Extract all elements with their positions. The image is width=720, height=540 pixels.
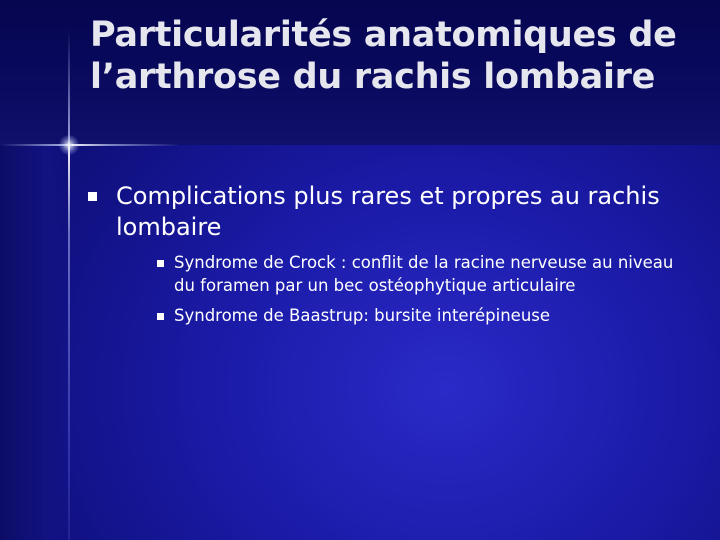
bullet-level1-text: Complications plus rares et propres au rachis lombaire — [116, 182, 660, 241]
bullet-square-icon — [157, 313, 164, 320]
bullet-level2-text: Syndrome de Crock : conflit de la racine nerveuse au niveau du foramen par un bec ostéophytique articulaire — [174, 253, 674, 295]
slide-title: Particularités anatomiques de l’arthrose du rachis lombaire — [90, 15, 677, 97]
decorative-star-vertical-line — [68, 30, 70, 540]
bullet-square-icon — [157, 260, 164, 267]
decorative-star-horizontal-line — [0, 144, 180, 146]
decorative-star-glow — [59, 135, 79, 155]
bullet-level2-text: Syndrome de Baastrup: bursite interépineuse — [174, 306, 551, 325]
bullet-square-icon — [88, 192, 97, 201]
left-band — [0, 145, 68, 540]
